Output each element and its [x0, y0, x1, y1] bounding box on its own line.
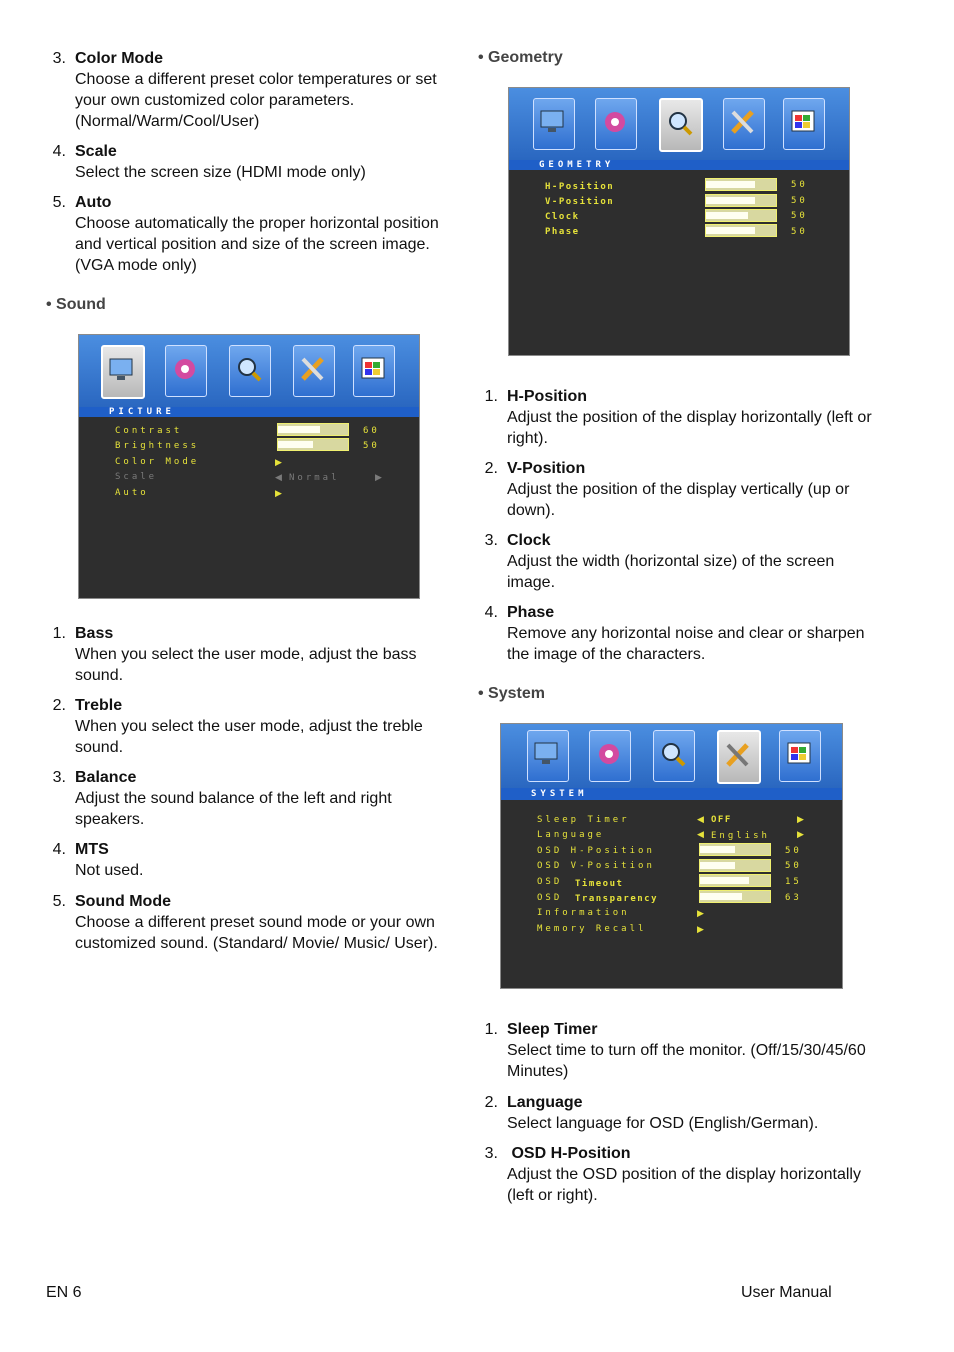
item-description: Select the screen size (HDMI mode only): [75, 164, 366, 181]
item-description: Select time to turn off the monitor. (Off/15/30/45/60 Minutes): [507, 1042, 866, 1080]
geometry-osd-screenshot: [508, 87, 850, 356]
item-title: Color Mode: [75, 50, 163, 67]
osd-slider: [705, 209, 777, 222]
osd-slider: [705, 194, 777, 207]
system-osd-screenshot: [500, 723, 843, 989]
right-arrow-icon: ▶: [275, 457, 282, 467]
left-arrow-icon: ◀: [697, 814, 704, 824]
window-icon: [783, 98, 825, 150]
osd-row-label: H-Position: [545, 182, 615, 192]
osd-header: SYSTEM: [501, 788, 842, 800]
slider-fill: [706, 197, 755, 204]
osd-row-label: Information: [537, 908, 630, 918]
item-title: Sleep Timer: [507, 1021, 598, 1038]
osd-value: 50: [785, 861, 802, 871]
osd-option: OFF: [711, 815, 732, 825]
osd-value: 50: [363, 441, 380, 451]
section-heading-sound: • Sound: [46, 296, 106, 313]
section-heading-system: • System: [478, 685, 545, 702]
slider-fill: [706, 181, 755, 188]
item-description: When you select the user mode, adjust the bass sound.: [75, 646, 417, 684]
osd-row-label: Brightness: [115, 441, 200, 451]
item-title: H-Position: [507, 388, 587, 405]
osd-row-label: Sleep Timer: [537, 815, 630, 825]
item-description: Not used.: [75, 862, 144, 879]
list-item: 5. Sound Mode Choose a different preset sound mode or your own customized sound. (Standard/ Movie/ Music/ User).: [46, 891, 456, 954]
color-icon: [589, 730, 631, 782]
osd-row-label: Clock: [545, 212, 580, 222]
magnifier-icon: [229, 345, 271, 397]
window-icon: [779, 730, 821, 782]
right-arrow-icon: ▶: [697, 924, 704, 934]
item-description: Remove any horizontal noise and clear or sharpen the image of the characters.: [507, 625, 865, 663]
item-description: Adjust the width (horizontal size) of the screen image.: [507, 553, 835, 591]
slider-fill: [706, 212, 748, 219]
list-item: 2. V-Position Adjust the position of the display vertically (up or down).: [478, 458, 878, 521]
osd-option: English: [711, 831, 770, 841]
list-item: 1. Sleep Timer Select time to turn off the monitor. (Off/15/30/45/60 Minutes): [478, 1019, 878, 1082]
item-description: Select language for OSD (English/German).: [507, 1115, 819, 1132]
osd-row-label: Auto: [115, 488, 149, 498]
osd-row-label: Contrast: [115, 426, 183, 436]
tools-icon: [293, 345, 335, 397]
osd-row-label-bold: Transparency: [575, 894, 659, 904]
magnifier-icon: [659, 98, 703, 152]
osd-row-label: Language: [537, 830, 605, 840]
list-item: 4. Phase Remove any horizontal noise and clear or sharpen the image of the characters.: [478, 602, 878, 665]
window-icon: [353, 345, 395, 397]
osd-value: 50: [785, 846, 802, 856]
osd-row-label-bold: Timeout: [575, 879, 624, 889]
right-arrow-icon: ▶: [797, 814, 804, 824]
osd-row-label: V-Position: [545, 197, 615, 207]
item-title: Bass: [75, 625, 114, 642]
osd-row-label: OSD H-Position: [537, 846, 655, 856]
slider-fill: [278, 426, 320, 433]
picture-icon: [101, 345, 145, 399]
osd-slider: [705, 178, 777, 191]
left-arrow-icon: ◀: [275, 472, 282, 482]
osd-value: 50: [791, 227, 808, 237]
slider-fill: [700, 862, 735, 869]
osd-header: GEOMETRY: [509, 160, 849, 170]
list-item: 3. Color Mode Choose a different preset color temperatures or set your own customized color parameters. (Normal/Warm/Cool/User): [46, 48, 456, 132]
color-icon: [165, 345, 207, 397]
osd-row-label: Color Mode: [115, 457, 200, 467]
osd-slider: [699, 859, 771, 872]
osd-slider: [699, 843, 771, 856]
magnifier-icon: [653, 730, 695, 782]
item-description: Choose a different preset color temperatures or set your own customized color parameters. (Normal/Warm/Cool/User): [75, 71, 437, 130]
picture-osd-screenshot: [78, 334, 420, 599]
osd-value: 63: [785, 893, 802, 903]
slider-fill: [700, 846, 735, 853]
osd-option: Normal: [289, 473, 340, 483]
right-arrow-icon: ▶: [375, 472, 382, 482]
right-arrow-icon: ▶: [275, 488, 282, 498]
osd-slider: [699, 874, 771, 887]
osd-slider: [705, 224, 777, 237]
item-title: Scale: [75, 143, 117, 160]
section-heading-geometry: • Geometry: [478, 49, 563, 66]
osd-value: 50: [791, 211, 808, 221]
list-item: 1. H-Position Adjust the position of the display horizontally (left or right).: [478, 386, 878, 449]
list-item: 5. Auto Choose automatically the proper horizontal position and vertical position and size of the screen image. (VGA mode only): [46, 192, 456, 276]
item-title: Language: [507, 1094, 583, 1111]
tools-icon: [723, 98, 765, 150]
page-number: EN 6: [46, 1284, 82, 1301]
osd-slider: [277, 438, 349, 451]
slider-fill: [700, 877, 749, 884]
osd-value: 15: [785, 877, 802, 887]
item-description: When you select the user mode, adjust the treble sound.: [75, 718, 423, 756]
list-item: 3. Clock Adjust the width (horizontal size) of the screen image.: [478, 530, 878, 593]
item-description: Adjust the position of the display vertically (up or down).: [507, 481, 850, 519]
list-item: 4. Scale Select the screen size (HDMI mode only): [46, 141, 456, 183]
item-description: Choose a different preset sound mode or your own customized sound. (Standard/ Movie/ Music/ User).: [75, 914, 438, 952]
item-title: MTS: [75, 841, 109, 858]
slider-fill: [278, 441, 313, 448]
list-item: 2. Language Select language for OSD (English/German).: [478, 1092, 878, 1134]
osd-slider: [277, 423, 349, 436]
list-item: 3. OSD H-Position Adjust the OSD position of the display horizontally (left or right).: [478, 1143, 878, 1206]
osd-value: 50: [791, 196, 808, 206]
list-item: 4. MTS Not used.: [46, 839, 456, 881]
color-icon: [595, 98, 637, 150]
osd-row-label: Memory Recall: [537, 924, 647, 934]
picture-icon: [527, 730, 569, 782]
item-description: Adjust the position of the display horizontally (left or right).: [507, 409, 872, 447]
osd-value: 50: [791, 180, 808, 190]
item-title: Auto: [75, 194, 112, 211]
tools-icon: [717, 730, 761, 784]
footer-title: User Manual: [741, 1284, 832, 1301]
left-arrow-icon: ◀: [697, 829, 704, 839]
item-title: Clock: [507, 532, 551, 549]
osd-row-label: Phase: [545, 227, 580, 237]
right-arrow-icon: ▶: [797, 829, 804, 839]
item-title: Treble: [75, 697, 123, 714]
item-description: Adjust the sound balance of the left and right speakers.: [75, 790, 392, 828]
item-description: Adjust the OSD position of the display horizontally (left or right).: [507, 1166, 861, 1204]
osd-row-label: OSD: [537, 893, 563, 903]
picture-icon: [533, 98, 575, 150]
list-item: 3. Balance Adjust the sound balance of the left and right speakers.: [46, 767, 456, 830]
osd-row-label: OSD: [537, 877, 563, 887]
item-title: Phase: [507, 604, 555, 621]
osd-header: PICTURE: [79, 407, 419, 417]
item-title: V-Position: [507, 460, 586, 477]
item-title: OSD H-Position: [507, 1145, 631, 1162]
item-title: Sound Mode: [75, 893, 171, 910]
osd-value: 60: [363, 426, 380, 436]
slider-fill: [706, 227, 755, 234]
list-item: 1. Bass When you select the user mode, adjust the bass sound.: [46, 623, 456, 686]
osd-row-label: OSD V-Position: [537, 861, 655, 871]
item-title: Balance: [75, 769, 137, 786]
slider-fill: [700, 893, 742, 900]
right-arrow-icon: ▶: [697, 908, 704, 918]
osd-row-label: Scale: [115, 472, 158, 482]
list-item: 2. Treble When you select the user mode, adjust the treble sound.: [46, 695, 456, 758]
item-description: Choose automatically the proper horizontal position and vertical position and size of the screen image. (VGA mode only): [75, 215, 439, 274]
osd-slider: [699, 890, 771, 903]
